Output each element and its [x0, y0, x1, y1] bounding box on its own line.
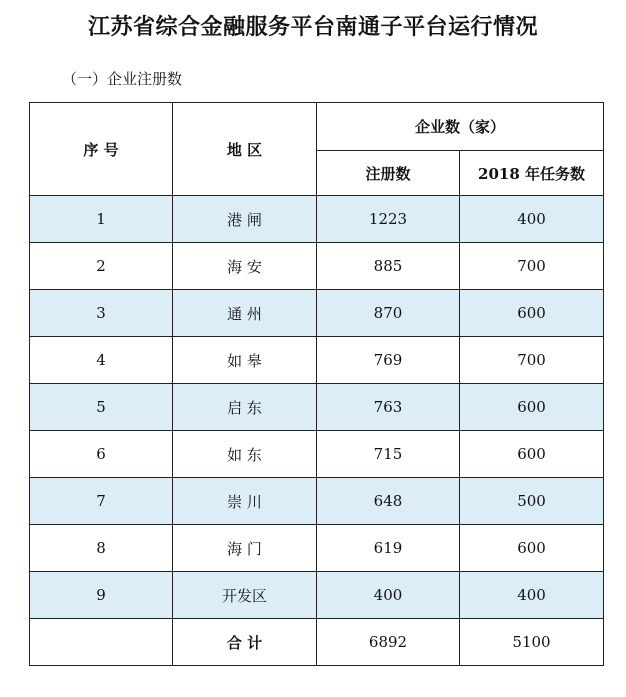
cell-region: 启 东	[173, 384, 317, 431]
header-registered: 注册数	[317, 151, 460, 196]
table-row	[30, 478, 604, 525]
page-title: 江苏省综合金融服务平台南通子平台运行情况	[87, 14, 538, 40]
table-row	[30, 431, 604, 478]
cell-region: 崇 川	[173, 478, 317, 525]
cell-index: 7	[30, 478, 173, 525]
cell-region: 如 皋	[173, 337, 317, 384]
cell-index: 2	[30, 243, 173, 290]
section-subtitle: （一）企业注册数	[62, 70, 183, 88]
cell-target: 600	[460, 525, 604, 572]
cell-region: 通 州	[173, 290, 317, 337]
cell-registered: 400	[317, 572, 460, 619]
cell-index: 8	[30, 525, 173, 572]
header-target-2018: 2018 年任务数	[460, 151, 604, 196]
cell-target: 500	[460, 478, 604, 525]
cell-index: 4	[30, 337, 173, 384]
cell-index: 1	[30, 196, 173, 243]
cell-target: 600	[460, 384, 604, 431]
cell-region: 开发区	[173, 572, 317, 619]
enterprise-registration-table	[29, 102, 604, 666]
cell-registered: 648	[317, 478, 460, 525]
cell-index: 3	[30, 290, 173, 337]
cell-target: 600	[460, 290, 604, 337]
table-row	[30, 337, 604, 384]
cell-target: 700	[460, 243, 604, 290]
cell-target: 700	[460, 337, 604, 384]
total-blank-cell	[30, 619, 173, 666]
total-label: 合 计	[173, 619, 317, 666]
total-registered: 6892	[317, 619, 460, 666]
cell-registered: 763	[317, 384, 460, 431]
table-row	[30, 196, 604, 243]
cell-region: 如 东	[173, 431, 317, 478]
cell-registered: 870	[317, 290, 460, 337]
cell-target: 600	[460, 431, 604, 478]
table-row	[30, 572, 604, 619]
table-row	[30, 243, 604, 290]
cell-registered: 715	[317, 431, 460, 478]
cell-target: 400	[460, 196, 604, 243]
cell-region: 港 闸	[173, 196, 317, 243]
header-region: 地 区	[173, 103, 317, 196]
cell-registered: 885	[317, 243, 460, 290]
header-index: 序 号	[30, 103, 173, 196]
cell-registered: 619	[317, 525, 460, 572]
cell-index: 9	[30, 572, 173, 619]
cell-index: 5	[30, 384, 173, 431]
total-row	[30, 619, 604, 666]
table-row	[30, 290, 604, 337]
cell-registered: 769	[317, 337, 460, 384]
table-row	[30, 384, 604, 431]
cell-target: 400	[460, 572, 604, 619]
cell-index: 6	[30, 431, 173, 478]
cell-region: 海 安	[173, 243, 317, 290]
total-target: 5100	[460, 619, 604, 666]
table-row	[30, 525, 604, 572]
cell-registered: 1223	[317, 196, 460, 243]
cell-region: 海 门	[173, 525, 317, 572]
header-enterprise-count: 企业数（家）	[317, 103, 604, 151]
